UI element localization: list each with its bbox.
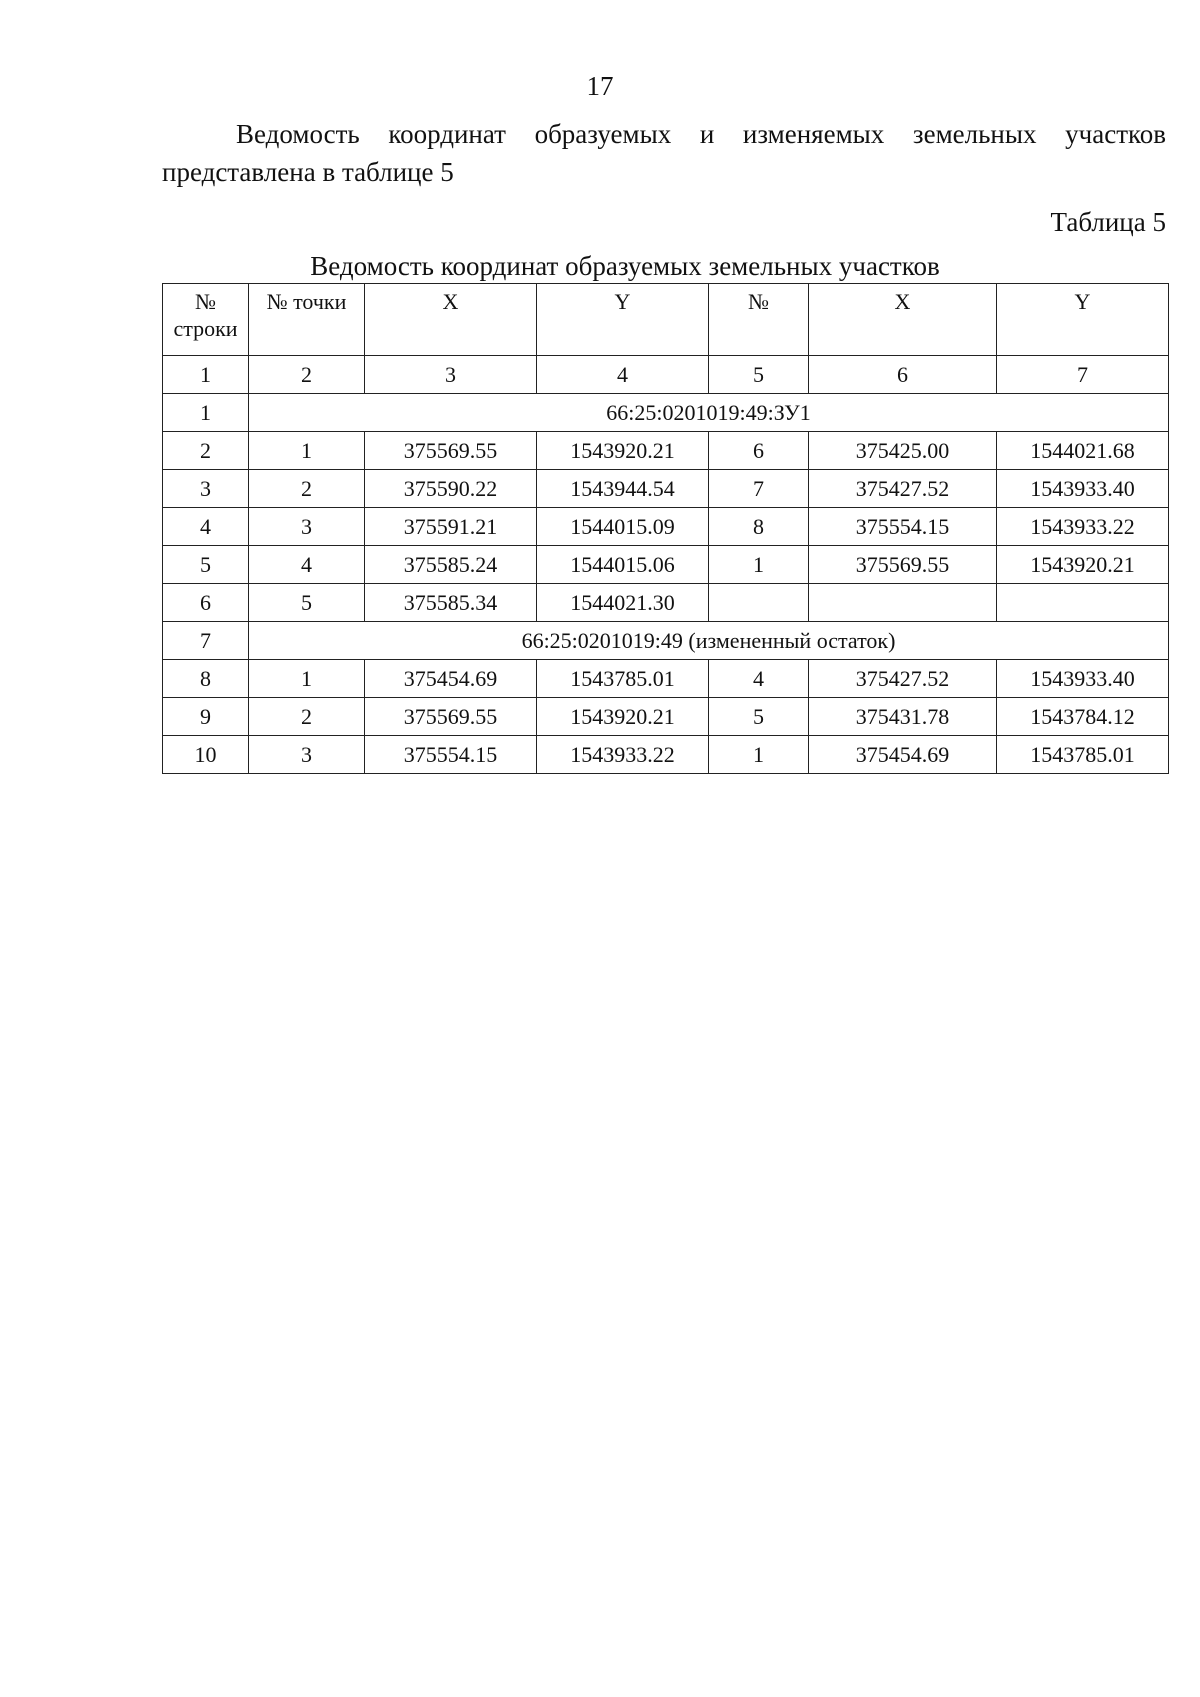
table-cell: 2 — [249, 470, 365, 508]
table-cell: 4 — [709, 660, 809, 698]
table-row — [163, 546, 1169, 584]
table-cell: 375585.34 — [365, 584, 537, 622]
table-cell: 7 — [709, 470, 809, 508]
row-number-cell: 7 — [163, 622, 249, 660]
table-cell: 9 — [163, 698, 249, 736]
table-cell — [709, 584, 809, 622]
table-cell: 2 — [163, 432, 249, 470]
table-cell: 1543920.21 — [997, 546, 1169, 584]
header-cell: Y — [537, 284, 709, 356]
header-cell: X — [365, 284, 537, 356]
table-cell: 2 — [249, 698, 365, 736]
table-cell: 375554.15 — [365, 736, 537, 774]
table-cell: 375554.15 — [809, 508, 997, 546]
table-row — [163, 470, 1169, 508]
table-cell: 375569.55 — [809, 546, 997, 584]
table-cell: 3 — [163, 470, 249, 508]
table-cell: 375454.69 — [809, 736, 997, 774]
column-number-cell: 6 — [809, 356, 997, 394]
table-cell: 4 — [249, 546, 365, 584]
section-title-cell: 66:25:0201019:49:ЗУ1 — [249, 394, 1169, 432]
header-cell: X — [809, 284, 997, 356]
table-cell: 5 — [163, 546, 249, 584]
intro-text-line-2: представлена в таблице 5 — [162, 157, 454, 187]
table-cell: 1543933.40 — [997, 470, 1169, 508]
column-number-cell: 4 — [537, 356, 709, 394]
table-cell: 375569.55 — [365, 698, 537, 736]
table-cell: 4 — [163, 508, 249, 546]
table-cell: 375454.69 — [365, 660, 537, 698]
table-row — [163, 660, 1169, 698]
table-row — [163, 736, 1169, 774]
table-cell: 1543785.01 — [537, 660, 709, 698]
table-cell: 1 — [709, 736, 809, 774]
table-cell — [997, 584, 1169, 622]
column-number-cell: 7 — [997, 356, 1169, 394]
table-cell: 1543920.21 — [537, 698, 709, 736]
table-cell: 3 — [249, 736, 365, 774]
table-cell: 375585.24 — [365, 546, 537, 584]
section-title-cell: 66:25:0201019:49 (измененный остаток) — [249, 622, 1169, 660]
table-cell: 375591.21 — [365, 508, 537, 546]
column-number-cell: 1 — [163, 356, 249, 394]
table-column-numbers-row — [163, 356, 1169, 394]
header-cell: № точки — [249, 284, 365, 356]
table-cell: 1543933.22 — [537, 736, 709, 774]
table-cell: 1543920.21 — [537, 432, 709, 470]
row-number-cell: 1 — [163, 394, 249, 432]
table-cell: 1543933.40 — [997, 660, 1169, 698]
table-section-row — [163, 622, 1169, 660]
table-row — [163, 584, 1169, 622]
table-cell: 1 — [249, 432, 365, 470]
table-cell: 5 — [249, 584, 365, 622]
column-number-cell: 2 — [249, 356, 365, 394]
table-cell: 1544021.68 — [997, 432, 1169, 470]
table-row — [163, 508, 1169, 546]
header-cell: № — [709, 284, 809, 356]
table-cell: 1543944.54 — [537, 470, 709, 508]
table-cell: 1 — [249, 660, 365, 698]
table-cell: 1 — [709, 546, 809, 584]
coordinates-table — [162, 283, 1169, 774]
table-cell: 1543784.12 — [997, 698, 1169, 736]
table-row — [163, 698, 1169, 736]
column-number-cell: 5 — [709, 356, 809, 394]
table-cell: 3 — [249, 508, 365, 546]
table-cell: 1544015.09 — [537, 508, 709, 546]
table-cell: 1543933.22 — [997, 508, 1169, 546]
table-title: Ведомость координат образуемых земельных участков — [310, 251, 940, 281]
table-cell: 6 — [163, 584, 249, 622]
column-number-cell: 3 — [365, 356, 537, 394]
table-cell: 375569.55 — [365, 432, 537, 470]
intro-text-line-1: Ведомость координат образуемых и изменяемых земельных участков — [236, 119, 1166, 149]
table-header-row — [163, 284, 1169, 356]
table-cell: 10 — [163, 736, 249, 774]
table-cell: 8 — [163, 660, 249, 698]
table-cell: 375590.22 — [365, 470, 537, 508]
table-cell: 1544015.06 — [537, 546, 709, 584]
table-cell: 375427.52 — [809, 470, 997, 508]
table-cell: 5 — [709, 698, 809, 736]
table-section-row — [163, 394, 1169, 432]
header-cell: Y — [997, 284, 1169, 356]
table-cell: 375431.78 — [809, 698, 997, 736]
header-cell: № строки — [163, 284, 249, 356]
table-cell: 1544021.30 — [537, 584, 709, 622]
page-number: 17 — [586, 71, 614, 101]
table-cell: 6 — [709, 432, 809, 470]
table-cell: 8 — [709, 508, 809, 546]
table-cell — [809, 584, 997, 622]
table-cell: 375425.00 — [809, 432, 997, 470]
table-cell: 1543785.01 — [997, 736, 1169, 774]
table-cell: 375427.52 — [809, 660, 997, 698]
table-row — [163, 432, 1169, 470]
table-label: Таблица 5 — [1050, 207, 1166, 237]
